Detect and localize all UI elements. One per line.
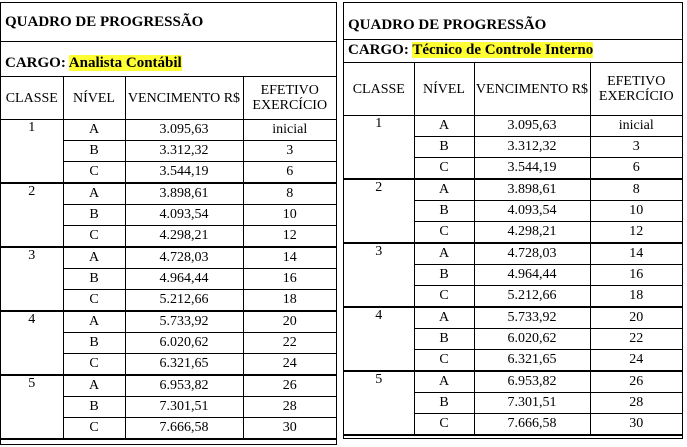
cell-nivel: B [63,141,125,162]
cell-vencimento: 7.666,58 [474,414,590,436]
table-row [344,371,682,393]
table-row [1,183,336,205]
cell-vencimento: 7.666,58 [125,418,243,440]
cargo-label: CARGO: [5,55,66,71]
table-row [1,247,336,269]
cell-classe: 1 [1,120,63,184]
cell-nivel: A [63,311,125,333]
header-efetivo: EFETIVO EXERCÍCIO [590,63,682,116]
table-header-row [344,63,682,116]
cell-nivel: C [414,158,474,180]
cell-vencimento: 6.020,62 [474,329,590,350]
table-row [1,120,336,141]
cell-vencimento: 3.095,63 [474,116,590,137]
cell-efetivo: 20 [590,307,682,329]
left-table-body [1,120,336,440]
cell-vencimento: 4.093,54 [125,205,243,226]
cell-classe: 4 [344,307,414,371]
table-row [1,375,336,397]
cell-vencimento: 5.212,66 [474,286,590,308]
cell-efetivo: 10 [590,201,682,222]
cell-efetivo: 16 [243,269,336,290]
cell-efetivo: 22 [243,333,336,354]
cell-nivel: A [414,243,474,265]
cell-vencimento: 3.544,19 [474,158,590,180]
cell-efetivo: 26 [243,375,336,397]
cell-nivel: A [414,371,474,393]
cell-vencimento: 4.728,03 [474,243,590,265]
cargo-value: Técnico de Controle Interno [412,42,594,58]
header-nivel: NÍVEL [414,63,474,116]
panel-title: QUADRO DE PROGRESSÃO [344,3,682,40]
cell-nivel: C [63,162,125,184]
cargo-label: CARGO: [348,42,409,58]
cell-nivel: A [414,116,474,137]
cargo-line [344,40,682,63]
cell-efetivo: 18 [243,290,336,312]
left-progression-panel [0,2,337,445]
cell-efetivo: 12 [590,222,682,244]
cell-efetivo: 30 [243,418,336,440]
panel-title: QUADRO DE PROGRESSÃO [1,3,336,42]
table-row [344,116,682,137]
cell-efetivo: 28 [243,397,336,418]
cell-vencimento: 7.301,51 [125,397,243,418]
cell-vencimento: 6.953,82 [474,371,590,393]
right-table-body [344,116,682,436]
cell-efetivo: 18 [590,286,682,308]
header-vencimento: VENCIMENTO R$ [474,63,590,116]
cell-nivel: C [414,222,474,244]
cell-efetivo: 6 [590,158,682,180]
cell-nivel: C [63,354,125,376]
cell-efetivo: 22 [590,329,682,350]
cell-efetivo: inicial [243,120,336,141]
cell-vencimento: 3.898,61 [125,183,243,205]
cell-nivel: A [414,307,474,329]
cell-efetivo: 14 [243,247,336,269]
cell-vencimento: 3.312,32 [125,141,243,162]
header-vencimento: VENCIMENTO R$ [125,77,243,120]
cell-vencimento: 4.728,03 [125,247,243,269]
cell-efetivo: 12 [243,226,336,248]
cell-efetivo: 8 [243,183,336,205]
cell-classe: 4 [1,311,63,375]
cell-vencimento: 4.093,54 [474,201,590,222]
cell-nivel: B [63,397,125,418]
cell-nivel: C [63,290,125,312]
cell-nivel: A [63,120,125,141]
cell-nivel: C [63,418,125,440]
cell-nivel: B [414,137,474,158]
cell-efetivo: 6 [243,162,336,184]
cell-vencimento: 5.733,92 [474,307,590,329]
cell-nivel: C [414,286,474,308]
table-row [344,307,682,329]
cell-nivel: B [414,201,474,222]
cell-nivel: B [414,329,474,350]
cell-vencimento: 4.964,44 [125,269,243,290]
cell-efetivo: inicial [590,116,682,137]
header-classe: CLASSE [344,63,414,116]
cell-vencimento: 4.964,44 [474,265,590,286]
cell-vencimento: 6.953,82 [125,375,243,397]
cell-vencimento: 3.544,19 [125,162,243,184]
cell-vencimento: 3.095,63 [125,120,243,141]
cell-nivel: B [63,269,125,290]
header-classe: CLASSE [1,77,63,120]
cell-efetivo: 14 [590,243,682,265]
cell-classe: 5 [1,375,63,439]
progression-table [344,63,682,436]
cell-vencimento: 6.321,65 [125,354,243,376]
cell-nivel: B [63,333,125,354]
cell-vencimento: 5.733,92 [125,311,243,333]
cell-nivel: A [63,247,125,269]
cell-nivel: C [414,350,474,372]
cell-nivel: B [414,393,474,414]
cell-efetivo: 3 [590,137,682,158]
cell-classe: 1 [344,116,414,180]
cell-efetivo: 30 [590,414,682,436]
cell-efetivo: 3 [243,141,336,162]
cell-classe: 3 [1,247,63,311]
cell-nivel: C [414,414,474,436]
table-row [344,179,682,201]
cell-classe: 5 [344,371,414,435]
cell-nivel: B [63,205,125,226]
cell-classe: 3 [344,243,414,307]
right-progression-panel [343,2,683,439]
table-row [1,311,336,333]
table-header-row [1,77,336,120]
header-efetivo: EFETIVO EXERCÍCIO [243,77,336,120]
cell-vencimento: 4.298,21 [474,222,590,244]
cell-efetivo: 10 [243,205,336,226]
cell-efetivo: 16 [590,265,682,286]
cell-vencimento: 6.020,62 [125,333,243,354]
cell-vencimento: 3.312,32 [474,137,590,158]
cell-nivel: B [414,265,474,286]
cell-classe: 2 [1,183,63,247]
table-row [344,243,682,265]
cell-vencimento: 5.212,66 [125,290,243,312]
cell-nivel: A [414,179,474,201]
cell-nivel: A [63,183,125,205]
cargo-line [1,42,336,77]
cargo-value: Analista Contábil [68,55,182,71]
cell-vencimento: 7.301,51 [474,393,590,414]
cell-efetivo: 20 [243,311,336,333]
cell-classe: 2 [344,179,414,243]
cell-vencimento: 6.321,65 [474,350,590,372]
cell-vencimento: 4.298,21 [125,226,243,248]
cell-vencimento: 3.898,61 [474,179,590,201]
cell-efetivo: 24 [590,350,682,372]
header-nivel: NÍVEL [63,77,125,120]
cell-nivel: C [63,226,125,248]
cell-nivel: A [63,375,125,397]
cell-efetivo: 8 [590,179,682,201]
cell-efetivo: 24 [243,354,336,376]
progression-table [1,77,336,440]
cell-efetivo: 28 [590,393,682,414]
cell-efetivo: 26 [590,371,682,393]
